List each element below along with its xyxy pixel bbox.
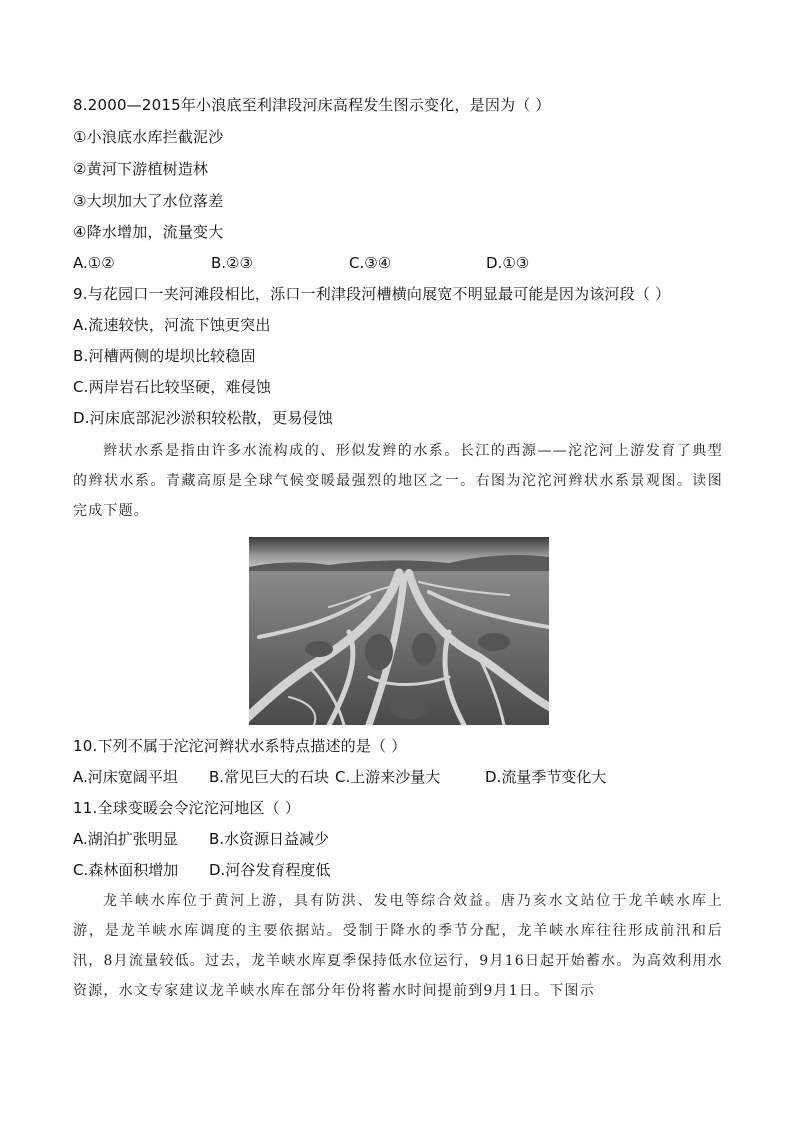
q11-option-a: A.湖泊扩张明显	[73, 830, 178, 848]
q8-item-2: ②黄河下游植树造林	[73, 160, 209, 178]
q8-item-4: ④降水增加，流量变大	[73, 223, 224, 241]
q9-option-c: C.两岸岩石比较坚硬，难侵蚀	[73, 378, 272, 396]
q10-stem: 10.下列不属于沱沱河辫状水系特点描述的是（ ）	[73, 737, 407, 755]
q11-option-c: C.森林面积增加	[73, 861, 179, 879]
q8-option-b: B.②③	[211, 254, 253, 272]
q10-option-b: B.常见巨大的石块	[209, 768, 330, 786]
q8-option-c: C.③④	[349, 254, 392, 272]
q9-option-a: A.流速较快，河流下蚀更突出	[73, 316, 271, 334]
q8-item-1: ①小浪底水库拦截泥沙	[73, 128, 224, 146]
q8-stem: 8.2000—2015年小浪底至利津段河床高程发生图示变化，是因为（ ）	[73, 96, 551, 114]
q8-option-d: D.①③	[486, 254, 530, 272]
q9-stem: 9.与花园口一夹河滩段相比，泺口一利津段河槽横向展宽不明显最可能是因为该河段（ ）	[73, 285, 671, 303]
q9-option-d: D.河床底部泥沙淤积较松散，更易侵蚀	[73, 409, 333, 427]
q11-option-d: D.河谷发育程度低	[209, 861, 331, 879]
q8-option-a: A.①②	[73, 254, 115, 272]
braided-river-photo	[249, 537, 549, 725]
passage-braided-river: 辫状水系是指由许多水流构成的、形似发辫的水系。长江的西源——沱沱河上游发育了典型的辫状水系。青藏高原是全球气候变暖最强烈的地区之一。右图为沱沱河辫状水系景观图。读图完成下题。	[73, 443, 723, 519]
q11-option-b: B.水资源日益减少	[209, 830, 330, 848]
q9-option-b: B.河槽两侧的堤坝比较稳固	[73, 347, 256, 365]
braided-river-image-icon	[249, 537, 549, 725]
q10-option-d: D.流量季节变化大	[485, 768, 607, 786]
q10-option-c: C.上游来沙量大	[335, 768, 441, 786]
q10-option-a: A.河床宽阔平坦	[73, 768, 178, 786]
q11-stem: 11.全球变暖会令沱沱河地区（ ）	[73, 799, 301, 817]
passage-longyangxia: 龙羊峡水库位于黄河上游，具有防洪、发电等综合效益。唐乃亥水文站位于龙羊峡水库上游，是龙羊峡水库调度的主要依据站。受制于降水的季节分配，龙羊峡水库往往形成前汛和后汛，8月流量较低。过去，龙羊峡水库夏季保持低水位运行，9月16日起开始蓄水。为高效利用水资源，水文专家建议龙羊峡水库在部分年份将蓄水时间提前到9月1日。下图示	[73, 893, 723, 999]
q8-item-3: ③大坝加大了水位落差	[73, 192, 224, 210]
